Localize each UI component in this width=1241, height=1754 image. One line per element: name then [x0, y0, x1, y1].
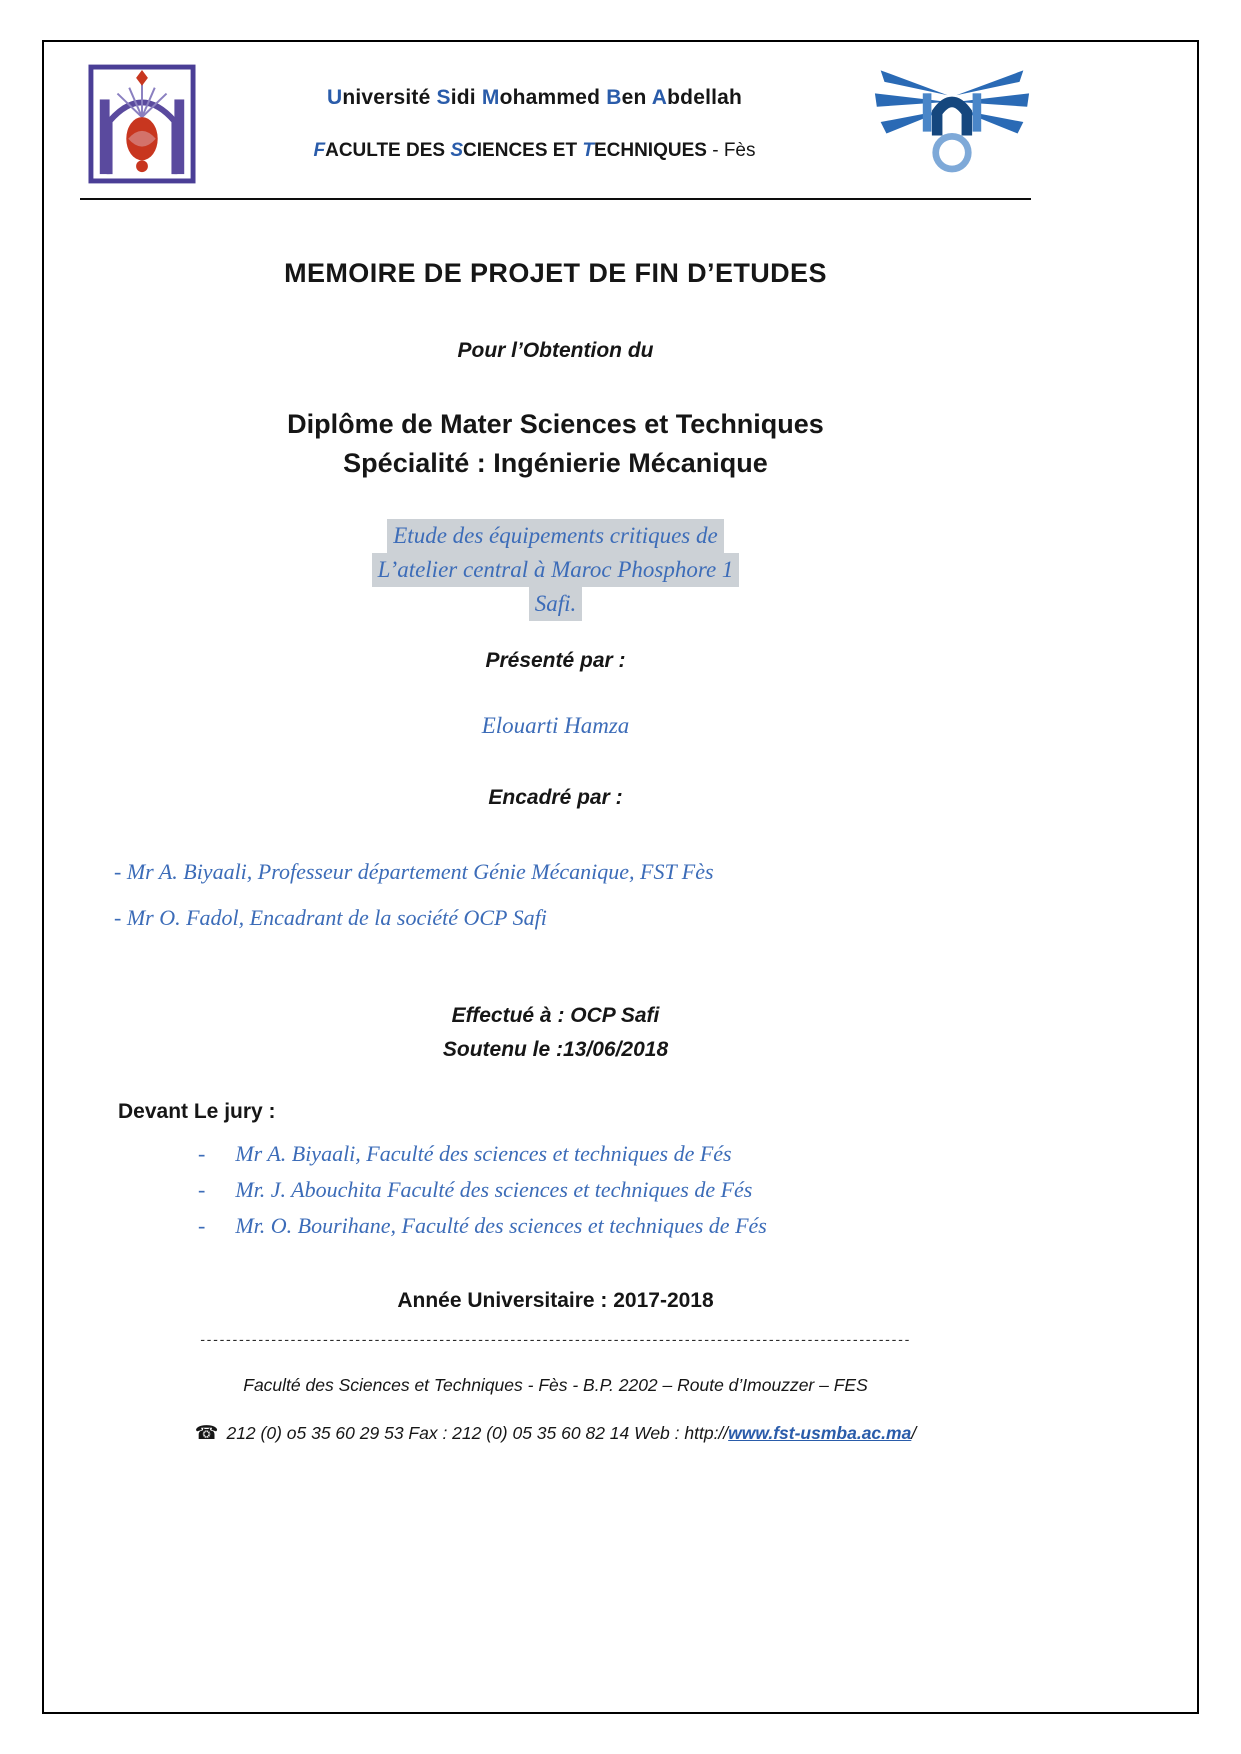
text-segment: ACULTE DES — [325, 140, 451, 161]
text-segment: A — [651, 86, 668, 109]
text-segment: idi — [450, 86, 482, 109]
text-segment: S — [436, 86, 451, 109]
page-content — [44, 42, 1197, 1445]
jury-item — [198, 1172, 1031, 1208]
supervisor-line: - Mr O. Fadol, Encadrant de la société OCP Safi — [114, 905, 547, 930]
faculty-name-line — [196, 140, 873, 162]
venue-line: Effectué à : OCP Safi — [451, 1004, 660, 1027]
contact-text: / — [911, 1423, 917, 1443]
highlighted-text: Etude des équipements critiques de — [387, 519, 723, 553]
text-segment: M — [481, 86, 500, 109]
text-segment: T — [582, 140, 594, 161]
academic-year-line: Année Universitaire : 2017-2018 — [397, 1289, 714, 1312]
footer-address: Faculté des Sciences et Techniques - Fès - B.P. 2202 – Route d’Imouzzer – FES — [243, 1375, 868, 1395]
header-title-block — [196, 64, 873, 162]
header — [80, 64, 1031, 184]
text-segment: en — [621, 86, 652, 109]
header-divider — [80, 198, 1031, 200]
text-segment: niversité — [342, 86, 437, 109]
highlighted-text: Safi. — [529, 587, 583, 621]
dashed-separator: -------------------------------------------------------------------------------------------------------------- — [200, 1331, 911, 1347]
university-emblem-logo — [88, 64, 196, 184]
phone-icon: ☎ — [194, 1423, 219, 1444]
jury-member-name: Mr A. Biyaali, Faculté des sciences et techniques de Fés — [235, 1141, 732, 1166]
jury-member-name: Mr. O. Bourihane, Faculté des sciences et techniques de Fés — [235, 1213, 767, 1238]
fst-logo — [873, 66, 1031, 180]
contact-text: 212 (0) o5 35 60 29 53 Fax : 212 (0) 05 35 60 82 14 Web : http:// — [226, 1423, 729, 1443]
jury-member-name: Mr. J. Abouchita Faculté des sciences et techniques de Fés — [235, 1177, 753, 1202]
project-subject — [80, 519, 1031, 621]
text-segment: B — [606, 86, 622, 109]
text-segment: bdellah — [667, 86, 743, 109]
text-segment: F — [313, 140, 326, 161]
website-link[interactable]: www.fst-usmba.ac.ma — [728, 1423, 912, 1443]
document-page-frame — [42, 40, 1199, 1714]
supervisor-line: - Mr A. Biyaali, Professeur département Génie Mécanique, FST Fès — [114, 859, 714, 884]
diploma-line-1: Diplôme de Mater Sciences et Techniques — [287, 409, 824, 439]
text-segment: ohammed — [499, 86, 607, 109]
text-segment: - Fès — [706, 140, 756, 161]
diploma-line-2: Spécialité : Ingénierie Mécanique — [343, 448, 768, 478]
highlighted-text: L’atelier central à Maroc Phosphore 1 — [372, 553, 740, 587]
footer-contact-line — [80, 1422, 1031, 1445]
text-segment: CIENCES ET — [463, 140, 583, 161]
subject-line — [80, 587, 1031, 621]
text-segment: S — [450, 140, 464, 161]
jury-list — [80, 1136, 1031, 1244]
presented-by-label: Présenté par : — [485, 649, 626, 672]
text-segment: ECHNIQUES — [593, 140, 707, 161]
subject-line — [80, 553, 1031, 587]
supervised-by-label: Encadré par : — [488, 786, 623, 809]
main-title: MEMOIRE DE PROJET DE FIN D’ETUDES — [284, 258, 827, 288]
text-segment: U — [326, 86, 343, 109]
jury-item — [198, 1136, 1031, 1172]
jury-label: Devant Le jury : — [118, 1100, 276, 1123]
university-name-line — [196, 86, 873, 110]
list-dash-marker: - — [198, 1177, 206, 1202]
subject-line — [80, 519, 1031, 553]
list-dash-marker: - — [198, 1213, 206, 1238]
diploma-title — [80, 405, 1031, 483]
obtention-subtitle: Pour l’Obtention du — [457, 339, 654, 362]
supervisor-list — [114, 849, 1031, 941]
defense-date-line: Soutenu le :13/06/2018 — [442, 1038, 669, 1061]
jury-item — [198, 1208, 1031, 1244]
author-name: Elouarti Hamza — [481, 713, 630, 738]
list-dash-marker: - — [198, 1141, 206, 1166]
